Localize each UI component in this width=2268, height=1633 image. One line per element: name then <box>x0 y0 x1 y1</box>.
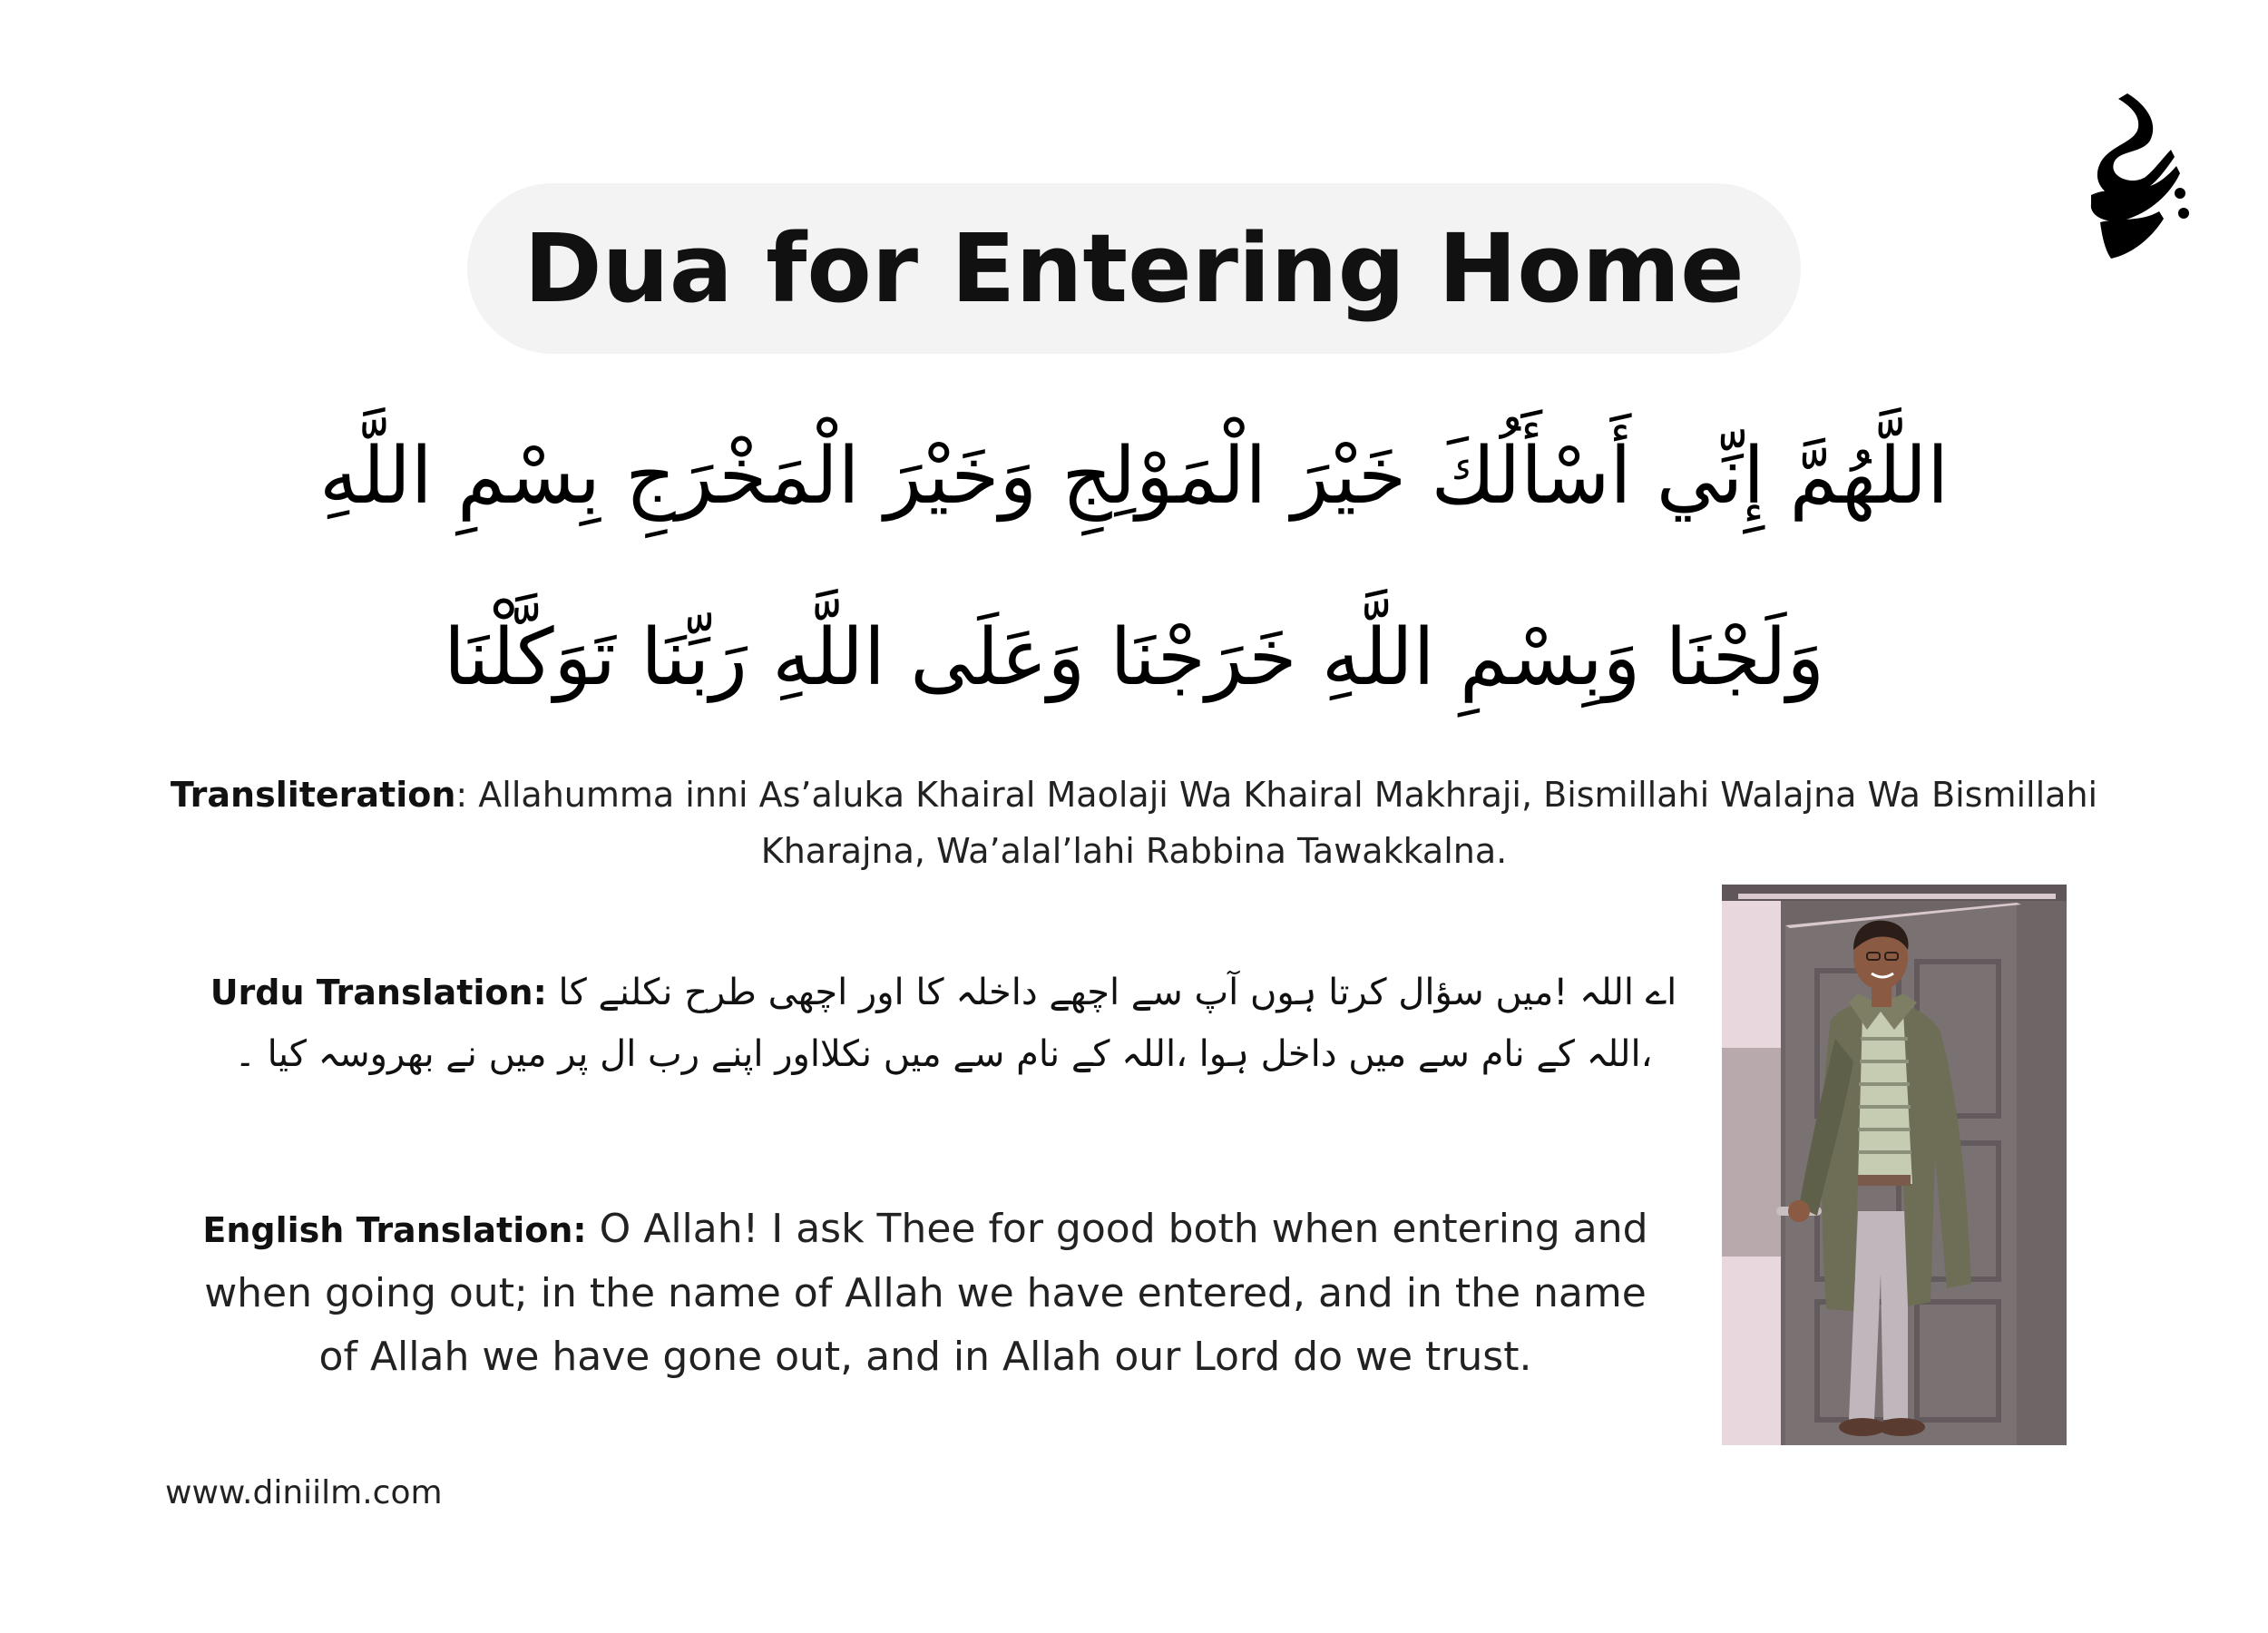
urdu-translation-text: اے اللہ !میں سؤال کرتا ہوں آپ سے اچھے داخلہ کا اور اچھی طرح نکلنے کا ،اللہ کے نام سے میں داخل ہوا ،اللہ کے نام سے میں نکلااور اپنے رب ال پر میں نے بھروسہ کیا ۔ <box>234 972 1677 1075</box>
english-translation-label: English Translation: <box>202 1210 587 1250</box>
transliteration-paragraph <box>163 767 2105 879</box>
transliteration-text: : Allahumma inni As’aluka Khairal Maolaji Wa Khairal Makhraji, Bismillahi Walajna Wa Bismillahi Kharajna, Wa’alal’lahi Rabbina Tawakkalna. <box>455 775 2098 871</box>
arabic-dua <box>109 386 2159 767</box>
page-title: Dua for Entering Home <box>523 213 1745 324</box>
calligraphy-logo-icon <box>2064 86 2200 268</box>
urdu-translation-label: Urdu Translation: <box>210 973 547 1012</box>
arabic-line-1: اللَّهُمَّ إِنِّي أَسْأَلُكَ خَيْرَ الْمَوْلِجِ وَخَيْرَ الْمَخْرَجِ بِسْمِ اللَّهِ <box>319 431 1949 522</box>
english-translation-paragraph <box>181 1198 1669 1389</box>
english-translation-text: O Allah! I ask Thee for good both when entering and when going out; in the name of Allah we have entered, and in the name of Allah we have gone out, and in Allah our Lord do we trust. <box>204 1206 1648 1380</box>
urdu-translation-paragraph <box>172 962 1715 1085</box>
transliteration-label: Transliteration <box>170 775 456 815</box>
website-link[interactable]: www.diniilm.com <box>165 1474 443 1511</box>
man-opening-door-illustration <box>1722 885 2067 1445</box>
arabic-line-2: وَلَجْنَا وَبِسْمِ اللَّهِ خَرَجْنَا وَعَلَى اللَّهِ رَبِّنَا تَوَكَّلْنَا <box>443 612 1824 703</box>
title-banner <box>467 183 1801 354</box>
